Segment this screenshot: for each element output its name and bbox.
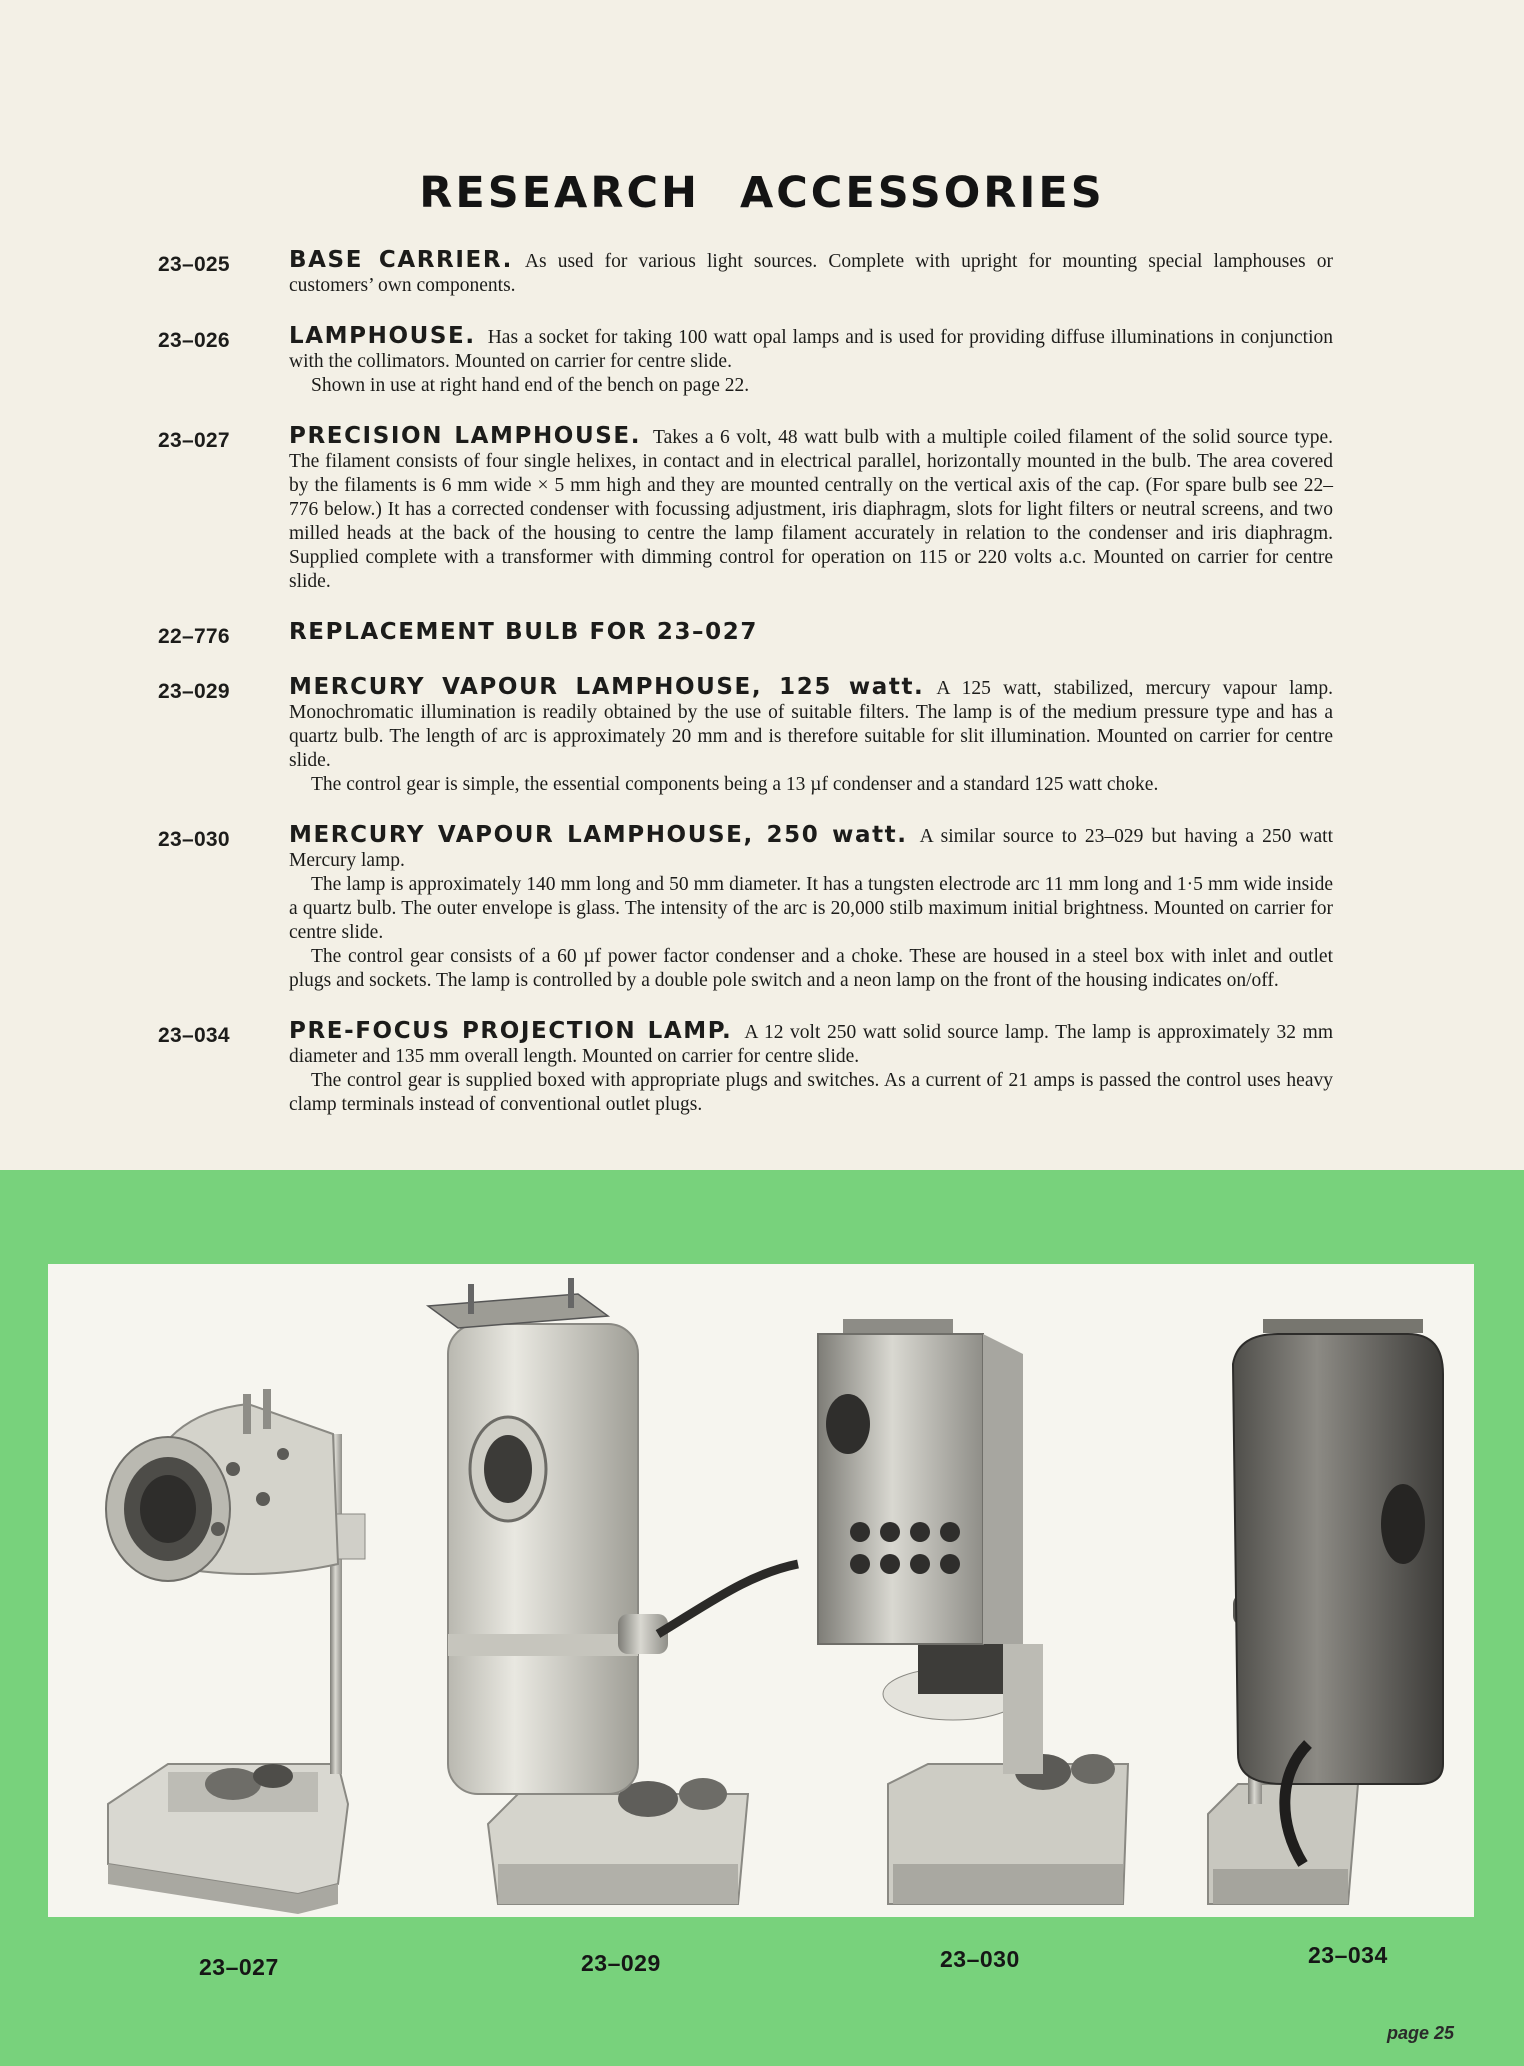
entry-23-026 (158, 324, 1333, 398)
entry-body (289, 248, 1333, 298)
photo-caption: 23–029 (581, 1950, 661, 1976)
entry-text: A 125 watt, stabilized, mercury vapour lamp. Monochromatic illumination is readily obtained by the use of suitable filters. The lamp is of the medium pressure type and has a quartz bulb. The length of arc is approximately 20 mm and is therefore suitable for slit illumination. Mounted on carrier for centre slide. (289, 678, 1333, 771)
entry-heading: BASE CARRIER. (289, 247, 513, 273)
entry-23-025 (158, 248, 1333, 298)
entry-code: 22–776 (158, 625, 230, 648)
entry-heading: MERCURY VAPOUR LAMPHOUSE, 250 watt. (289, 822, 908, 848)
entry-text: A similar source to 23–029 but having a 250 watt Mercury lamp. (289, 826, 1333, 871)
entry-heading: MERCURY VAPOUR LAMPHOUSE, 125 watt. (289, 674, 925, 700)
entry-23-027 (158, 424, 1333, 594)
entry-heading: LAMPHOUSE. (289, 323, 476, 349)
product-photo (48, 1264, 1474, 1917)
entry-body (289, 823, 1333, 993)
entry-code: 23–027 (158, 429, 230, 452)
entry-text: Shown in use at right hand end of the bench on page 22. (311, 375, 750, 396)
entry-heading: PRECISION LAMPHOUSE. (289, 423, 642, 449)
entry-23-030 (158, 823, 1333, 993)
entry-23-034 (158, 1019, 1333, 1117)
entry-text: Has a socket for taking 100 watt opal lamps and is used for providing diffuse illuminations in conjunction with the collimators. Mounted on carrier for centre slide. (289, 327, 1333, 372)
photo-caption: 23–034 (1308, 1942, 1388, 1968)
entry-body (289, 424, 1333, 594)
entry-heading: REPLACEMENT BULB FOR 23–027 (289, 619, 758, 645)
page-title: RESEARCH ACCESSORIES (419, 168, 1105, 218)
entry-list (158, 248, 1333, 1143)
entry-text: The lamp is approximately 140 mm long and 50 mm diameter. It has a tungsten electrode arc 11 mm long and 1·5 mm wide inside a quartz bulb. The outer envelope is glass. The intensity of the arc is 20,000 stilb maximum initial brightness. Mounted on carrier for centre slide. (289, 874, 1333, 943)
lamp-23-027-illustration (106, 1389, 365, 1914)
lamp-23-030-illustration (818, 1319, 1128, 1904)
entry-text: Takes a 6 volt, 48 watt bulb with a multiple coiled filament of the solid source type. The filament consists of four single helixes, in contact and in electrical parallel, horizontally mounted in the bulb. The area covered by the filaments is 6 mm wide × 5 mm high and they are mounted centrally on the vertical axis of the cap. (For spare bulb see 22–776 below.) It has a corrected condenser with focussing adjustment, iris diaphragm, slots for light filters or neutral screens, and two milled heads at the back of the housing to centre the lamp filament accurately in relation to the condenser and iris diaphragm. Supplied complete with a transformer with dimming control for operation on 115 or 220 volts a.c. Mounted on carrier for centre slide. (289, 427, 1334, 592)
lamp-23-034-illustration (1208, 1319, 1443, 1904)
photo-caption: 23–030 (940, 1946, 1020, 1972)
entry-22-776 (158, 620, 1333, 649)
entry-code: 23–026 (158, 329, 230, 352)
entry-text: The control gear consists of a 60 µf power factor condenser and a choke. These are housed in a steel box with inlet and outlet plugs and sockets. The lamp is controlled by a double pole switch and a neon lamp on the front of the housing indicates on/off. (289, 946, 1333, 991)
entry-text: As used for various light sources. Complete with upright for mounting special lamphouses or customers’ own components. (289, 251, 1333, 296)
entry-body (289, 324, 1333, 398)
entry-body (289, 1019, 1333, 1117)
entry-heading: PRE-FOCUS PROJECTION LAMP. (289, 1018, 733, 1044)
entry-code: 23–029 (158, 680, 230, 703)
page-number: page 25 (1387, 2023, 1455, 2043)
entry-code: 23–034 (158, 1024, 230, 1047)
entry-text: The control gear is supplied boxed with appropriate plugs and switches. As a current of 21 amps is passed the control uses heavy clamp terminals instead of conventional outlet plugs. (289, 1070, 1333, 1115)
entry-23-029 (158, 675, 1333, 797)
entry-text: The control gear is simple, the essential components being a 13 µf condenser and a standard 125 watt choke. (311, 774, 1159, 795)
lamp-23-029-illustration (428, 1278, 798, 1904)
entry-text: A 12 volt 250 watt solid source lamp. The lamp is approximately 32 mm diameter and 135 mm overall length. Mounted on carrier for centre slide. (289, 1022, 1333, 1067)
entry-code: 23–030 (158, 828, 230, 851)
entry-body (289, 620, 1333, 649)
entry-body (289, 675, 1333, 797)
entry-code: 23–025 (158, 253, 230, 276)
photo-caption: 23–027 (199, 1954, 279, 1980)
